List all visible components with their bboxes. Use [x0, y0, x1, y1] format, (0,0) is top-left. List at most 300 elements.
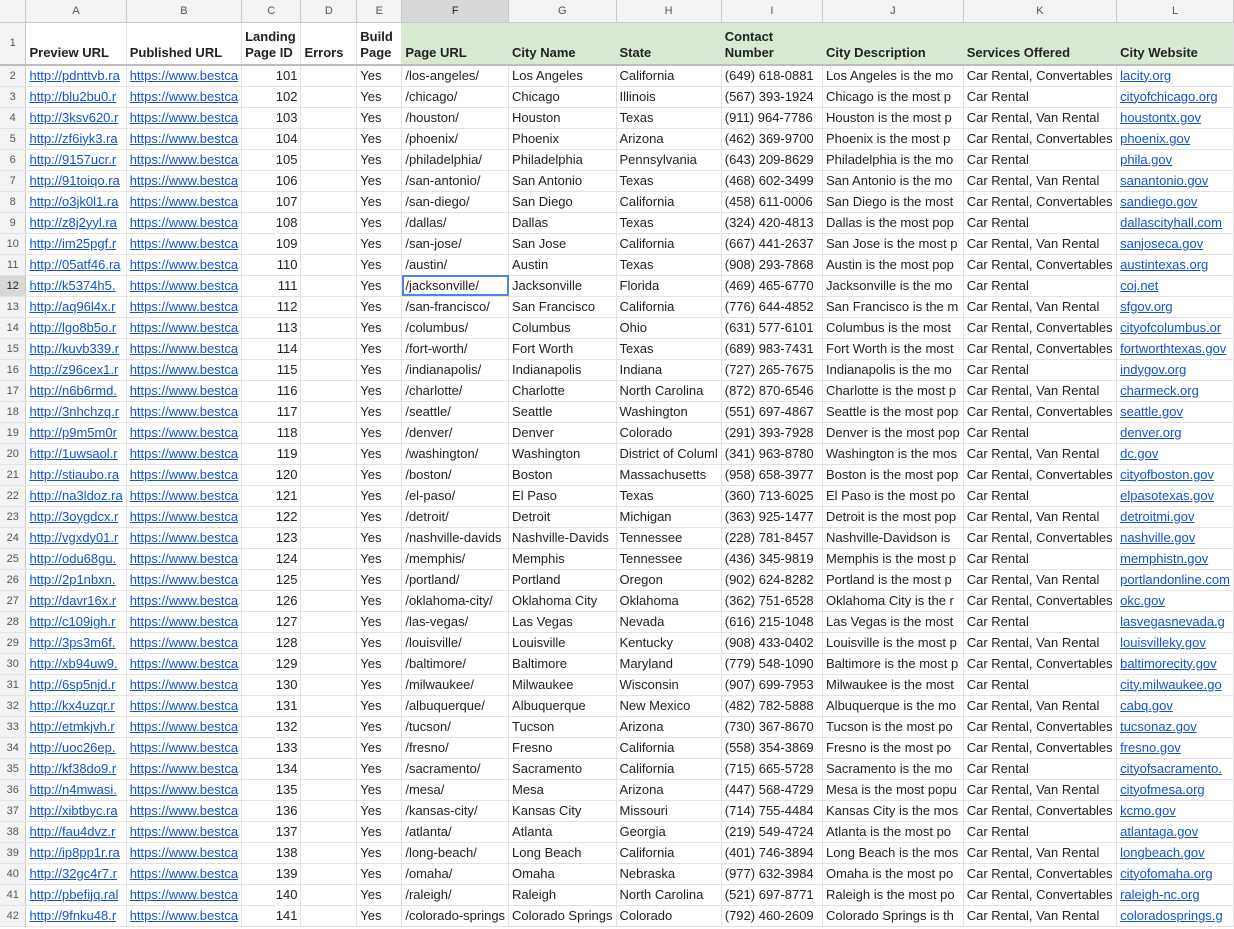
cell[interactable] [301, 569, 357, 590]
cell[interactable]: Nashville-Davids [509, 527, 616, 548]
row-number[interactable]: 6 [0, 149, 26, 170]
cell[interactable] [301, 65, 357, 87]
cell[interactable] [301, 149, 357, 170]
cell[interactable]: Phoenix [509, 128, 616, 149]
cell[interactable]: (469) 465-6770 [721, 275, 822, 296]
cell[interactable]: Yes [357, 191, 402, 212]
cell[interactable]: Yes [357, 212, 402, 233]
cell[interactable] [301, 296, 357, 317]
cell[interactable]: (779) 548-1090 [721, 653, 822, 674]
cell[interactable]: longbeach.gov [1117, 842, 1234, 863]
cell[interactable]: Car Rental, Van Rental [963, 905, 1116, 926]
row-number[interactable]: 38 [0, 821, 26, 842]
cell[interactable]: Nebraska [616, 863, 721, 884]
cell[interactable]: Dallas [509, 212, 616, 233]
cell[interactable]: Colorado [616, 422, 721, 443]
cell[interactable]: Memphis is the most p [823, 548, 964, 569]
cell[interactable]: Yes [357, 611, 402, 632]
cell[interactable]: San Francisco is the m [823, 296, 964, 317]
cell[interactable] [301, 884, 357, 905]
cell[interactable] [301, 107, 357, 128]
cell[interactable] [301, 191, 357, 212]
cell[interactable]: Car Rental [963, 275, 1116, 296]
cell[interactable]: (362) 751-6528 [721, 590, 822, 611]
cell[interactable]: sandiego.gov [1117, 191, 1234, 212]
cell[interactable]: Yes [357, 86, 402, 107]
cell[interactable]: http://c109igh.r [26, 611, 126, 632]
cell[interactable]: /chicago/ [402, 86, 509, 107]
cell[interactable]: Oklahoma City is the r [823, 590, 964, 611]
cell[interactable]: (727) 265-7675 [721, 359, 822, 380]
cell[interactable]: Maryland [616, 653, 721, 674]
cell[interactable]: 113 [242, 317, 301, 338]
cell[interactable]: http://2p1nbxn. [26, 569, 126, 590]
cell[interactable]: Philadelphia [509, 149, 616, 170]
row-number[interactable]: 22 [0, 485, 26, 506]
cell[interactable]: North Carolina [616, 380, 721, 401]
cell[interactable]: charmeck.org [1117, 380, 1234, 401]
cell[interactable]: /portland/ [402, 569, 509, 590]
cell[interactable]: sfgov.org [1117, 296, 1234, 317]
cell[interactable]: http://9157ucr.r [26, 149, 126, 170]
cell[interactable]: California [616, 737, 721, 758]
row-number[interactable]: 37 [0, 800, 26, 821]
cell[interactable]: https://www.bestca [126, 212, 241, 233]
cell[interactable]: /san-diego/ [402, 191, 509, 212]
cell[interactable]: https://www.bestca [126, 170, 241, 191]
cell[interactable]: 116 [242, 380, 301, 401]
cell[interactable]: Illinois [616, 86, 721, 107]
cell[interactable]: Texas [616, 254, 721, 275]
cell[interactable]: /philadelphia/ [402, 149, 509, 170]
cell[interactable]: El Paso [509, 485, 616, 506]
cell[interactable]: Yes [357, 716, 402, 737]
cell[interactable]: https://www.bestca [126, 716, 241, 737]
cell[interactable]: /baltimore/ [402, 653, 509, 674]
cell[interactable]: phoenix.gov [1117, 128, 1234, 149]
cell[interactable]: (958) 658-3977 [721, 464, 822, 485]
cell[interactable]: Yes [357, 842, 402, 863]
cell[interactable]: Jacksonville [509, 275, 616, 296]
cell[interactable] [301, 527, 357, 548]
cell[interactable]: Car Rental, Convertables [963, 128, 1116, 149]
cell[interactable]: sanantonio.gov [1117, 170, 1234, 191]
cell[interactable] [301, 254, 357, 275]
cell[interactable]: Fort Worth [509, 338, 616, 359]
cell[interactable] [301, 485, 357, 506]
cell[interactable]: dallascityhall.com [1117, 212, 1234, 233]
cell[interactable]: Yes [357, 128, 402, 149]
cell[interactable]: Washington [509, 443, 616, 464]
cell[interactable]: http://05atf46.ra [26, 254, 126, 275]
cell[interactable]: Car Rental [963, 674, 1116, 695]
cell[interactable] [301, 590, 357, 611]
cell[interactable] [301, 779, 357, 800]
cell[interactable]: (219) 549-4724 [721, 821, 822, 842]
cell[interactable]: dc.gov [1117, 443, 1234, 464]
cell[interactable]: 119 [242, 443, 301, 464]
cell[interactable] [301, 548, 357, 569]
cell[interactable]: /denver/ [402, 422, 509, 443]
cell[interactable]: https://www.bestca [126, 548, 241, 569]
cell[interactable]: nashville.gov [1117, 527, 1234, 548]
cell[interactable] [301, 821, 357, 842]
cell[interactable]: (730) 367-8670 [721, 716, 822, 737]
cell[interactable] [301, 86, 357, 107]
cell[interactable]: 106 [242, 170, 301, 191]
cell[interactable]: /dallas/ [402, 212, 509, 233]
cell[interactable]: http://odu68gu. [26, 548, 126, 569]
cell[interactable]: /las-vegas/ [402, 611, 509, 632]
cell[interactable]: fresno.gov [1117, 737, 1234, 758]
cell[interactable]: Yes [357, 737, 402, 758]
cell[interactable]: 112 [242, 296, 301, 317]
cell[interactable]: Georgia [616, 821, 721, 842]
cell[interactable]: Columbus [509, 317, 616, 338]
cell[interactable]: http://kx4uzqr.r [26, 695, 126, 716]
cell[interactable]: Omaha is the most po [823, 863, 964, 884]
cell[interactable]: http://xibtbyc.ra [26, 800, 126, 821]
cell[interactable]: (776) 644-4852 [721, 296, 822, 317]
row-number[interactable]: 33 [0, 716, 26, 737]
cell[interactable]: https://www.bestca [126, 842, 241, 863]
cell[interactable]: (667) 441-2637 [721, 233, 822, 254]
cell[interactable]: http://na3ldoz.ra [26, 485, 126, 506]
header-cell[interactable]: Preview URL [26, 23, 126, 65]
cell[interactable] [301, 716, 357, 737]
row-number[interactable]: 12 [0, 275, 26, 296]
cell[interactable]: http://3ksv620.r [26, 107, 126, 128]
cell[interactable]: https://www.bestca [126, 485, 241, 506]
cell[interactable]: 136 [242, 800, 301, 821]
cell[interactable]: http://vgxdy01.r [26, 527, 126, 548]
column-header-g[interactable]: G [509, 0, 616, 23]
row-number[interactable]: 30 [0, 653, 26, 674]
cell[interactable]: Nevada [616, 611, 721, 632]
cell[interactable]: Yes [357, 443, 402, 464]
cell[interactable]: Colorado [616, 905, 721, 926]
cell[interactable]: https://www.bestca [126, 254, 241, 275]
cell[interactable]: Yes [357, 275, 402, 296]
cell[interactable] [301, 506, 357, 527]
cell[interactable]: Yes [357, 149, 402, 170]
cell[interactable]: http://ip8pp1r.ra [26, 842, 126, 863]
cell[interactable]: Albuquerque is the mo [823, 695, 964, 716]
cell[interactable] [301, 443, 357, 464]
cell[interactable]: Massachusetts [616, 464, 721, 485]
cell[interactable]: Portland is the most p [823, 569, 964, 590]
cell[interactable]: 108 [242, 212, 301, 233]
cell[interactable]: Texas [616, 170, 721, 191]
cell[interactable]: https://www.bestca [126, 296, 241, 317]
cell[interactable]: http://n4mwasi. [26, 779, 126, 800]
cell[interactable]: https://www.bestca [126, 86, 241, 107]
cell[interactable] [301, 674, 357, 695]
cell[interactable]: /fort-worth/ [402, 338, 509, 359]
cell[interactable]: 117 [242, 401, 301, 422]
cell[interactable]: /louisville/ [402, 632, 509, 653]
cell[interactable]: 130 [242, 674, 301, 695]
cell[interactable]: city.milwaukee.go [1117, 674, 1234, 695]
cell[interactable]: Memphis [509, 548, 616, 569]
column-header-l[interactable]: L [1117, 0, 1234, 23]
cell[interactable]: Yes [357, 653, 402, 674]
column-header-e[interactable]: E [357, 0, 402, 23]
cell[interactable] [301, 359, 357, 380]
cell[interactable] [301, 233, 357, 254]
cell[interactable]: Yes [357, 884, 402, 905]
cell[interactable]: Car Rental [963, 422, 1116, 443]
cell[interactable]: Denver [509, 422, 616, 443]
cell[interactable]: coj.net [1117, 275, 1234, 296]
cell[interactable]: Car Rental, Convertables [963, 800, 1116, 821]
cell[interactable]: https://www.bestca [126, 800, 241, 821]
cell[interactable]: 128 [242, 632, 301, 653]
row-number[interactable]: 13 [0, 296, 26, 317]
cell[interactable]: Indianapolis [509, 359, 616, 380]
cell[interactable]: /tucson/ [402, 716, 509, 737]
cell[interactable]: http://fau4dvz.r [26, 821, 126, 842]
cell[interactable]: /san-francisco/ [402, 296, 509, 317]
cell[interactable]: Chicago [509, 86, 616, 107]
cell[interactable]: Car Rental [963, 212, 1116, 233]
cell[interactable]: phila.gov [1117, 149, 1234, 170]
cell[interactable]: Yes [357, 527, 402, 548]
cell[interactable] [301, 422, 357, 443]
cell[interactable]: cityofsacramento. [1117, 758, 1234, 779]
cell[interactable]: lacity.org [1117, 65, 1234, 87]
cell[interactable]: Louisville [509, 632, 616, 653]
row-number[interactable]: 16 [0, 359, 26, 380]
cell[interactable]: Yes [357, 674, 402, 695]
cell[interactable]: Car Rental, Convertables [963, 884, 1116, 905]
cell[interactable]: Car Rental [963, 359, 1116, 380]
cell[interactable]: Milwaukee [509, 674, 616, 695]
cell[interactable]: fortworthtexas.gov [1117, 338, 1234, 359]
cell[interactable]: 131 [242, 695, 301, 716]
cell[interactable]: baltimorecity.gov [1117, 653, 1234, 674]
cell[interactable]: /mesa/ [402, 779, 509, 800]
cell[interactable]: seattle.gov [1117, 401, 1234, 422]
cell[interactable]: Raleigh [509, 884, 616, 905]
cell[interactable]: (792) 460-2609 [721, 905, 822, 926]
cell[interactable]: California [616, 296, 721, 317]
cell[interactable]: Long Beach [509, 842, 616, 863]
cell[interactable]: Nashville-Davidson is [823, 527, 964, 548]
cell[interactable]: (360) 713-6025 [721, 485, 822, 506]
cell[interactable]: (908) 433-0402 [721, 632, 822, 653]
cell[interactable]: https://www.bestca [126, 632, 241, 653]
cell[interactable]: Seattle is the most pop [823, 401, 964, 422]
cell[interactable]: http://kuvb339.r [26, 338, 126, 359]
cell[interactable]: Yes [357, 380, 402, 401]
cell[interactable]: (291) 393-7928 [721, 422, 822, 443]
row-number[interactable]: 3 [0, 86, 26, 107]
cell[interactable]: Charlotte is the most p [823, 380, 964, 401]
cell[interactable]: California [616, 65, 721, 87]
cell[interactable]: /albuquerque/ [402, 695, 509, 716]
cell[interactable]: 129 [242, 653, 301, 674]
cell[interactable] [301, 212, 357, 233]
cell[interactable]: /charlotte/ [402, 380, 509, 401]
cell[interactable] [301, 695, 357, 716]
cell[interactable]: cabq.gov [1117, 695, 1234, 716]
column-header-h[interactable]: H [616, 0, 721, 23]
cell[interactable]: Houston is the most p [823, 107, 964, 128]
cell[interactable]: San Francisco [509, 296, 616, 317]
row-number[interactable]: 27 [0, 590, 26, 611]
cell[interactable]: 115 [242, 359, 301, 380]
cell[interactable]: Car Rental [963, 758, 1116, 779]
row-number[interactable]: 34 [0, 737, 26, 758]
cell[interactable]: Raleigh is the most po [823, 884, 964, 905]
cell[interactable]: California [616, 758, 721, 779]
cell[interactable]: cityofomaha.org [1117, 863, 1234, 884]
cell[interactable]: (436) 345-9819 [721, 548, 822, 569]
cell[interactable]: 127 [242, 611, 301, 632]
cell[interactable]: http://xb94uw9. [26, 653, 126, 674]
header-cell[interactable]: Services Offered [963, 23, 1116, 65]
row-number[interactable]: 36 [0, 779, 26, 800]
cell[interactable]: https://www.bestca [126, 380, 241, 401]
cell[interactable]: Car Rental, Convertables [963, 317, 1116, 338]
row-number[interactable]: 7 [0, 170, 26, 191]
cell[interactable]: http://3nhchzq.r [26, 401, 126, 422]
cell[interactable]: (977) 632-3984 [721, 863, 822, 884]
cell[interactable]: Car Rental, Van Rental [963, 506, 1116, 527]
cell[interactable]: (551) 697-4867 [721, 401, 822, 422]
cell[interactable] [301, 737, 357, 758]
cell[interactable]: https://www.bestca [126, 65, 241, 87]
cell[interactable]: 125 [242, 569, 301, 590]
cell[interactable]: denver.org [1117, 422, 1234, 443]
cell[interactable]: Yes [357, 170, 402, 191]
cell[interactable]: portlandonline.com [1117, 569, 1234, 590]
cell[interactable]: http://z8j2yyl.ra [26, 212, 126, 233]
cell[interactable]: /houston/ [402, 107, 509, 128]
column-header-b[interactable]: B [126, 0, 241, 23]
cell[interactable]: Sacramento [509, 758, 616, 779]
cell[interactable]: Car Rental, Convertables [963, 737, 1116, 758]
cell[interactable]: (631) 577-6101 [721, 317, 822, 338]
cell[interactable]: Car Rental, Convertables [963, 65, 1116, 87]
cell[interactable]: Car Rental, Van Rental [963, 296, 1116, 317]
cell[interactable]: http://o3jk0l1.ra [26, 191, 126, 212]
cell[interactable]: Car Rental [963, 548, 1116, 569]
cell[interactable]: Yes [357, 422, 402, 443]
row-number[interactable]: 20 [0, 443, 26, 464]
cell[interactable]: Philadelphia is the mo [823, 149, 964, 170]
cell[interactable]: (715) 665-5728 [721, 758, 822, 779]
cell[interactable]: /seattle/ [402, 401, 509, 422]
row-number[interactable]: 11 [0, 254, 26, 275]
cell[interactable]: https://www.bestca [126, 464, 241, 485]
cell[interactable] [301, 317, 357, 338]
cell[interactable]: Yes [357, 905, 402, 926]
cell[interactable]: raleigh-nc.org [1117, 884, 1234, 905]
cell[interactable]: Kansas City [509, 800, 616, 821]
cell[interactable]: kcmo.gov [1117, 800, 1234, 821]
cell[interactable]: https://www.bestca [126, 863, 241, 884]
cell[interactable]: Florida [616, 275, 721, 296]
cell[interactable]: 137 [242, 821, 301, 842]
cell[interactable]: http://9fnku48.r [26, 905, 126, 926]
cell[interactable]: Las Vegas [509, 611, 616, 632]
cell[interactable]: Yes [357, 590, 402, 611]
cell[interactable]: Chicago is the most p [823, 86, 964, 107]
row-number[interactable]: 10 [0, 233, 26, 254]
cell[interactable]: https://www.bestca [126, 317, 241, 338]
cell[interactable]: cityofchicago.org [1117, 86, 1234, 107]
cell[interactable]: 133 [242, 737, 301, 758]
cell[interactable]: Oklahoma [616, 590, 721, 611]
cell[interactable]: /phoenix/ [402, 128, 509, 149]
cell[interactable]: cityofcolumbus.or [1117, 317, 1234, 338]
cell[interactable]: http://91toiqo.ra [26, 170, 126, 191]
cell[interactable]: (401) 746-3894 [721, 842, 822, 863]
cell[interactable]: Colorado Springs [509, 905, 616, 926]
cell[interactable]: Mesa [509, 779, 616, 800]
cell[interactable]: http://etmkjvh.r [26, 716, 126, 737]
cell[interactable] [301, 401, 357, 422]
row-number[interactable]: 40 [0, 863, 26, 884]
cell[interactable]: 104 [242, 128, 301, 149]
cell[interactable]: http://pbefijq.ral [26, 884, 126, 905]
cell[interactable]: Denver is the most pop [823, 422, 964, 443]
cell[interactable]: Texas [616, 212, 721, 233]
cell[interactable]: Michigan [616, 506, 721, 527]
cell[interactable]: https://www.bestca [126, 506, 241, 527]
cell[interactable]: /austin/ [402, 254, 509, 275]
cell[interactable]: Car Rental, Van Rental [963, 695, 1116, 716]
cell[interactable]: https://www.bestca [126, 674, 241, 695]
cell[interactable]: /san-antonio/ [402, 170, 509, 191]
cell[interactable]: Albuquerque [509, 695, 616, 716]
row-number[interactable]: 1 [0, 23, 26, 65]
cell[interactable]: Yes [357, 317, 402, 338]
cell[interactable]: Atlanta [509, 821, 616, 842]
cell[interactable]: /washington/ [402, 443, 509, 464]
header-cell[interactable]: City Website [1117, 23, 1234, 65]
cell[interactable]: 120 [242, 464, 301, 485]
cell[interactable]: Tennessee [616, 527, 721, 548]
cell[interactable]: /memphis/ [402, 548, 509, 569]
cell[interactable] [301, 170, 357, 191]
row-number[interactable]: 29 [0, 632, 26, 653]
row-number[interactable]: 17 [0, 380, 26, 401]
cell[interactable]: Yes [357, 485, 402, 506]
cell[interactable]: Yes [357, 632, 402, 653]
cell[interactable]: sanjoseca.gov [1117, 233, 1234, 254]
cell[interactable] [301, 338, 357, 359]
cell[interactable] [301, 464, 357, 485]
row-number[interactable]: 15 [0, 338, 26, 359]
cell[interactable]: http://3oygdcx.r [26, 506, 126, 527]
cell[interactable]: (462) 369-9700 [721, 128, 822, 149]
cell[interactable] [301, 632, 357, 653]
cell[interactable]: Yes [357, 800, 402, 821]
cell[interactable]: Car Rental, Convertables [963, 338, 1116, 359]
cell[interactable] [301, 611, 357, 632]
row-number[interactable]: 39 [0, 842, 26, 863]
cell[interactable]: (907) 699-7953 [721, 674, 822, 695]
cell[interactable]: North Carolina [616, 884, 721, 905]
cell[interactable]: https://www.bestca [126, 149, 241, 170]
cell[interactable]: https://www.bestca [126, 191, 241, 212]
cell[interactable]: http://1uwsaol.r [26, 443, 126, 464]
cell[interactable]: indygov.org [1117, 359, 1234, 380]
cell[interactable]: Tucson is the most po [823, 716, 964, 737]
